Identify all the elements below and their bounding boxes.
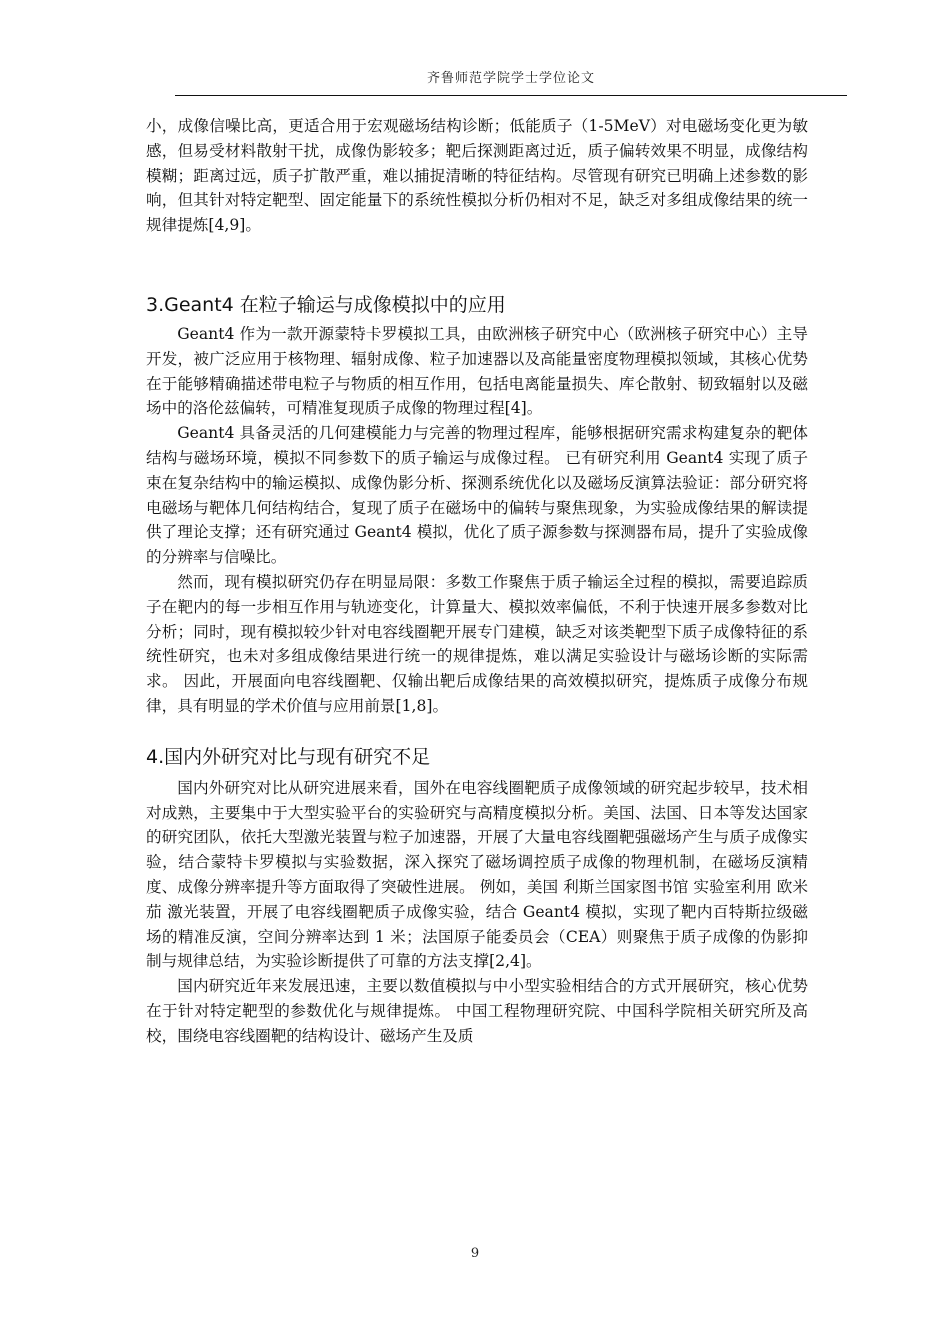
- section-3-paragraph-3: 然而，现有模拟研究仍存在明显局限：多数工作聚焦于质子输运全过程的模拟，需要追踪质子在靶内的每一步相互作用与轨迹变化，计算量大、模拟效率偏低，不利于快速开展多参数对比分析；同时，现有模拟较少针对电容线圈靶开展专门建模，缺乏对该类靶型下质子成像特征的系统性研究，也未对多组成像结果进行统一的规律提炼，难以满足实验设计与磁场诊断的实际需求。 因此，开展面向电容线圈靶、仅输出靶后成像结果的高效模拟研究，提炼质子成像分布规律，具有明显的学术价值与应用前景[1,8]。: [146, 572, 808, 715]
- section-4-paragraph-1: 国内外研究对比从研究进展来看，国外在电容线圈靶质子成像领域的研究起步较早，技术相对成熟，主要集中于大型实验平台的实验研究与高精度模拟分析。美国、法国、日本等发达国家的研究团队，依托大型激光装置与粒子加速器，开展了大量电容线圈靶强磁场产生与质子成像实验，结合蒙特卡罗模拟与实验数据，深入探究了磁场调控质子成像的物理机制，在磁场反演精度、成像分辨率提升等方面取得了突破性进展。 例如，美国 利斯兰国家图书馆 实验室利用 欧米茄 激光装置，开展了电容线圈靶质子成像实验，结合 Geant4 模拟，实现了靶内百特斯拉级磁场的精准反演，空间分辨率达到 1 米；法国原子能委员会（CEA）则聚焦于质子成像的伪影抑制与规律总结，为实验诊断提供了可靠的方法支撑[2,4]。: [146, 778, 808, 971]
- section-3-heading: 3.Geant4 在粒子输运与成像模拟中的应用: [146, 293, 506, 316]
- section-4-paragraph-2: 国内研究近年来发展迅速，主要以数值模拟与中小型实验相结合的方式开展研究，核心优势在于针对特定靶型的参数优化与规律提炼。 中国工程物理研究院、中国科学院相关研究所及高校，围绕电容线圈靶的结构设计、磁场产生及质: [146, 977, 808, 1045]
- page-number: 9: [470, 1246, 480, 1261]
- section-4-heading: 4.国内外研究对比与现有研究不足: [146, 745, 431, 768]
- running-header: 齐鲁师范学院学士学位论文: [426, 71, 595, 86]
- section-3-paragraph-2: Geant4 具备灵活的几何建模能力与完善的物理过程库，能够根据研究需求构建复杂的靶体结构与磁场环境，模拟不同参数下的质子输运与成像过程。 已有研究利用 Geant4 实现了质子束在复杂结构中的输运模拟、成像伪影分析、探测系统优化以及磁场反演算法验证：部分研究将电磁场与靶体几何结构结合，复现了质子在磁场中的偏转与聚焦现象，为实验成像结果的解读提供了理论支撑；还有研究通过 Geant4 模拟，优化了质子源参数与探测器布局，提升了实验成像的分辨率与信噪比。: [146, 424, 808, 567]
- page-body: [146, 114, 808, 1049]
- section-3-paragraph-1: Geant4 作为一款开源蒙特卡罗模拟工具，由欧洲核子研究中心（欧洲核子研究中心）主导开发，被广泛应用于核物理、辐射成像、粒子加速器以及高能量密度物理模拟领域，其核心优势在于能够精确描述带电粒子与物质的相互作用，包括电离能量损失、库仑散射、韧致辐射以及磁场中的洛伦兹偏转，可精准复现质子成像的物理过程[4]。: [146, 324, 808, 418]
- continued-paragraph: 小，成像信噪比高，更适合用于宏观磁场结构诊断；低能质子（1-5MeV）对电磁场变化更为敏感，但易受材料散射干扰，成像伪影较多；靶后探测距离过近，质子偏转效果不明显，成像结构模糊；距离过远，质子扩散严重，难以捕捉清晰的特征结构。尽管现有研究已明确上述参数的影响，但其针对特定靶型、固定能量下的系统性模拟分析仍相对不足，缺乏对多组成像结果的统一规律提炼[4,9]。: [146, 117, 808, 235]
- header-rule: [175, 95, 847, 96]
